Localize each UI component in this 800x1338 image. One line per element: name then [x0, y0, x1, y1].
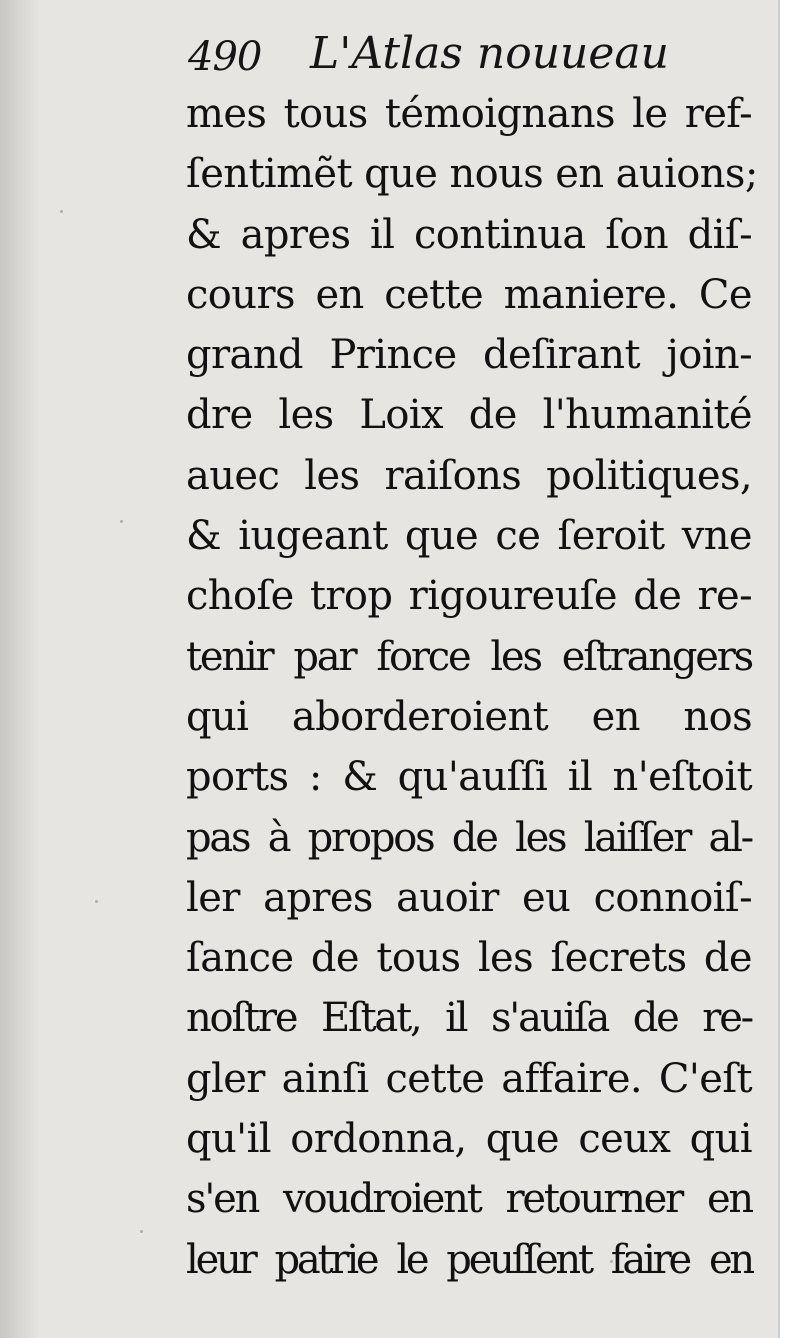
page-number: 490	[188, 34, 262, 80]
paper-speck	[120, 520, 123, 523]
text-line: choſe trop rigoureuſe de re-	[186, 573, 752, 620]
text-line: qui aborderoient en nos	[186, 693, 752, 740]
text-block	[186, 84, 758, 1290]
text-line: & apres il continua ſon diſ-	[186, 211, 752, 258]
text-line: gler ainſi cette affaire. C'eſt	[186, 1055, 752, 1102]
text-line: mes tous témoignans le ref-	[186, 91, 752, 137]
paper-speck	[95, 900, 98, 903]
text-line: ſance de tous les ſecrets de	[186, 935, 752, 982]
text-line: grand Prince deſirant join-	[186, 332, 752, 379]
paper-speck	[60, 210, 63, 213]
text-line: auec les raiſons politiques,	[186, 452, 752, 499]
text-line: noſtre Eſtat, il s'auiſa de re-	[186, 995, 752, 1042]
text-line: & iugeant que ce ſeroit vne	[186, 513, 752, 560]
text-line: ler apres auoir eu connoiſ-	[186, 874, 752, 921]
page-gutter-shadow	[0, 0, 40, 1338]
text-line: s'en voudroient retourner en	[186, 1176, 752, 1223]
text-line: pas à propos de les laiſſer al-	[186, 814, 752, 861]
text-line: ſentimẽt que nous en auions;	[186, 151, 758, 198]
text-line: tenir par force les eſtrangers	[186, 633, 752, 680]
text-line: qu'il ordonna, que ceux qui	[186, 1116, 752, 1163]
text-line: cours en cette maniere. Ce	[186, 271, 752, 318]
running-title: L'Atlas nouueau	[310, 28, 669, 79]
paper-speck	[140, 1230, 143, 1233]
text-line: ports : & qu'auſſi il n'eſtoit	[186, 754, 752, 801]
text-line: leur patrie le peuſſent faire en	[186, 1236, 752, 1283]
page-header	[180, 16, 760, 86]
text-line: dre les Loix de l'humanité	[186, 392, 752, 439]
